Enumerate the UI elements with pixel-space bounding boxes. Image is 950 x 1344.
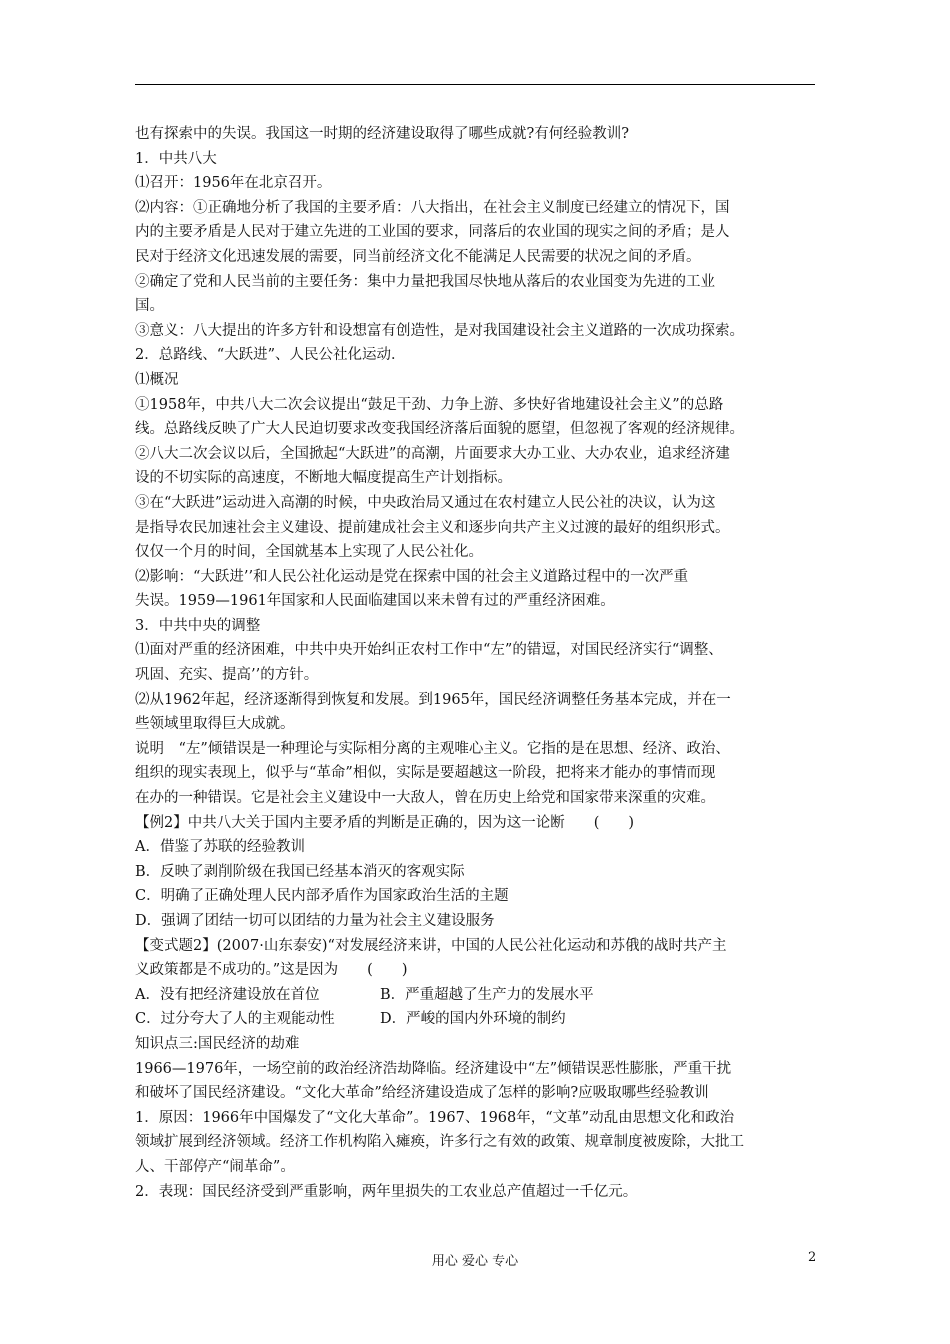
text-line: 内的主要矛盾是人民对于建立先进的工业国的要求，同落后的农业国的现实之间的矛盾；是人	[135, 224, 730, 241]
text-line: 和破坏了国民经济建设。“文化大革命”给经济建设造成了怎样的影响?应吸取哪些经验教训	[135, 1085, 709, 1102]
text-line: ③在“大跃进”运动进入高潮的时候，中央政治局又通过在农村建立人民公社的决议，认为这	[135, 494, 716, 511]
answer-option: A．借鉴了苏联的经验教训	[135, 839, 305, 856]
page-number: 2	[808, 1250, 817, 1265]
text-line: ⑴面对严重的经济困难，中共中央开始纠正农村工作中“左”的错逗，对国民经济实行“调整、	[135, 642, 723, 659]
text-line: 巩固、充实、提高’’的方针。	[135, 667, 319, 684]
text-line: 1966—1976年，一场空前的政治经济浩劫降临。经济建设中“左”倾错误恶性膨胀，严重干扰	[135, 1060, 732, 1077]
text-line: ⑵从1962年起，经济逐渐得到恢复和发展。到1965年，国民经济调整任务基本完成，并在一	[135, 691, 731, 708]
example-question: 【例2】中共八大关于国内主要矛盾的判断是正确的，因为这一论断 ( )	[135, 814, 635, 831]
text-line: 领域扩展到经济领域。经济工作机构陷入瘫痪，许多行之有效的政策、规章制度被废除，大批工	[135, 1134, 744, 1151]
text-line: 线。总路线反映了广大人民迫切要求改变我国经济落后面貌的愿望，但忽视了客观的经济规律。	[135, 421, 744, 438]
text-line: 是指导农民加速社会主义建设、提前建成社会主义和逐步向共产主义过渡的最好的组织形式。	[135, 519, 730, 536]
text-line: ⑵内容：①正确地分析了我国的主要矛盾：八大指出，在社会主义制度已经建立的情况下，国	[135, 199, 730, 216]
answer-option: C．明确了正确处理人民内部矛盾作为国家政治生活的主题	[135, 888, 509, 905]
text-line: ⑴召开：1956年在北京召开。	[135, 175, 332, 192]
answer-option: A．没有把经济建设放在首位	[135, 986, 320, 1003]
text-line: ①1958年，中共八大二次会议提出“鼓足干劲、力争上游、多快好省地建设社会主义”的总路	[135, 396, 724, 413]
answer-option: D．强调了团结一切可以团结的力量为社会主义建设服务	[135, 913, 495, 929]
answer-options-row	[135, 1007, 825, 1032]
text-line: 人、干部停产“闹革命”。	[135, 1158, 295, 1175]
text-line: ③意义：八大提出的许多方针和设想富有创造性，是对我国建设社会主义道路的一次成功探索。	[135, 322, 744, 339]
section-heading: 3．中共中央的调整	[135, 617, 261, 634]
section-heading: 知识点三:国民经济的劫难	[135, 1035, 300, 1052]
variant-question: 【变式题2】(2007·山东泰安)“对发展经济来讲，中国的人民公社化运动和苏俄的战时共产主	[135, 937, 727, 954]
text-line: 在办的一种错误。它是社会主义建设中一大敌人，曾在历史上给党和国家带来深重的灾难。	[135, 790, 715, 807]
section-heading: 1．中共八大	[135, 150, 217, 167]
text-line: 仅仅一个月的时间，全国就基本上实现了人民公社化。	[135, 544, 483, 561]
text-line: 民对于经济文化迅速发展的需要，同当前经济文化不能满足人民需要的状况之间的矛盾。	[135, 248, 701, 265]
text-line: 组织的现实表现上，似乎与“革命”相似，实际是要超越这一阶段，把将来才能办的事情而现	[135, 765, 716, 782]
text-line: ②确定了党和人民当前的主要任务：集中力量把我国尽快地从落后的农业国变为先进的工业	[135, 273, 715, 290]
header-rule	[135, 84, 815, 85]
answer-options-row	[135, 983, 825, 1008]
text-line: ②八大二次会议以后，全国掀起“大跃进”的高潮，片面要求大办工业、大办农业，追求经济建	[135, 445, 730, 462]
text-line: 些领域里取得巨大成就。	[135, 716, 295, 733]
footer-motto: 用心 爱心 专心	[431, 1254, 519, 1269]
section-heading: 2．总路线、“大跃进”、人民公社化运动．	[135, 347, 406, 364]
text-line: 2．表现：国民经济受到严重影响，两年里损失的工农业总产值超过一千亿元。	[135, 1183, 638, 1200]
text-line: 1．原因：1966年中国爆发了“文化大革命”。1967、1968年，“文革”动乱由思想文化和政治	[135, 1109, 735, 1126]
text-line: ⑵影响：“大跃进’’和人民公社化运动是党在探索中国的社会主义道路过程中的一次严重	[135, 568, 689, 585]
text-line: 设的不切实际的高速度，不断地大幅度提高生产计划指标。	[135, 470, 512, 487]
answer-option: B．反映了剥削阶级在我国已经基本消灭的客观实际	[135, 863, 465, 880]
text-line: 说明 “左”倾错误是一种理论与实际相分离的主观唯心主义。它指的是在思想、经济、政治、	[135, 740, 730, 757]
document-body	[135, 122, 825, 1204]
answer-option: B．严重超越了生产力的发展水平	[380, 986, 594, 1003]
variant-question: 义政策都是不成功的。”这是因为 ( )	[135, 962, 408, 979]
text-line: ⑴概况	[135, 371, 179, 388]
answer-option: D．严峻的国内外环境的制约	[380, 1011, 566, 1028]
text-line: 失误。1959—1961年国家和人民面临建国以来未曾有过的严重经济困难。	[135, 593, 615, 610]
text-line: 也有探索中的失误。我国这一时期的经济建设取得了哪些成就?有何经验教训?	[135, 126, 630, 142]
answer-option: C．过分夸大了人的主观能动性	[135, 1011, 335, 1028]
text-line: 国。	[135, 298, 164, 315]
